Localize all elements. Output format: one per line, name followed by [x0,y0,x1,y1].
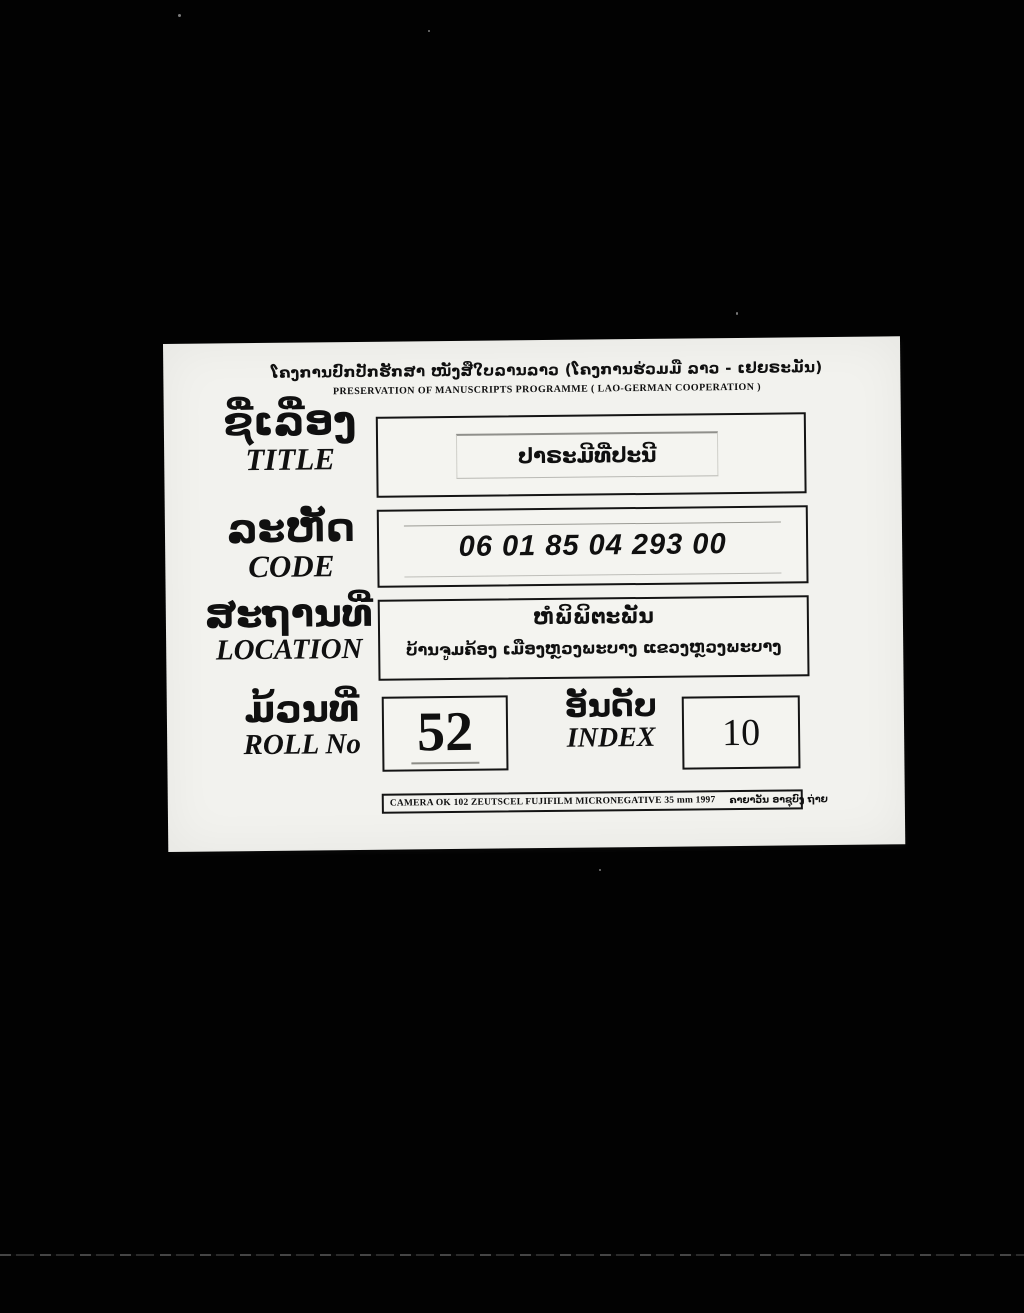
title-value-box [376,412,807,497]
title-field-label [204,397,377,478]
code-label-lao: ລະຫັດ [226,505,356,553]
roll-label-lao: ມ້ວນທີ່ [244,686,360,732]
code-value-box [377,505,809,588]
microfilm-target-card [163,336,905,852]
code-field-label [205,507,378,585]
index-label-lao: ອັນດັບ [564,685,658,725]
title-value: ປາຣະມີທີ່ປະນີ [456,431,718,479]
camera-info-lao: ຄາຍາວັນ ອາຊຸບົງ ຖ່າຍ [729,793,828,806]
programme-title-lao: ໂຄງການປົກປັກຮັກສາ ໜັງສືໃບລານລາວ (ໂຄງການຮ່ວມມື ລາວ - ເຢຍຣະມັນ) [271,358,823,382]
dust-speck [736,312,738,315]
dust-speck [428,30,430,32]
dust-speck [599,869,601,871]
location-value-line1: ຫໍພິພິຕະພັນ [532,603,654,630]
index-number-value: 10 [721,711,761,754]
pencil-rule-bottom [404,573,781,578]
index-field-label [552,685,671,755]
index-label-en: INDEX [566,721,656,754]
location-label-lao: ສະຖານທີ່ [204,590,374,637]
index-number-box [682,695,801,769]
roll-number-box [382,695,509,771]
pencil-rule-top [404,522,781,527]
location-label-en: LOCATION [215,632,363,667]
location-value-box [378,595,810,681]
location-value-line2: ບ້ານຈູມຄ້ອງ ເມືອງຫຼວງພະບາງ ແຂວງຫຼວງພະບາງ [405,636,782,660]
location-field-label [194,590,385,668]
code-value: 06 01 85 04 293 00 [458,528,727,563]
roll-number-value: 52 [411,703,480,765]
camera-info-english: CAMERA OK 102 ZEUTSCEL FUJIFILM MICRONEGATIVE 35 mm 1997 [389,795,716,809]
title-label-en: TITLE [245,441,336,478]
roll-field-label [222,686,383,762]
code-label-en: CODE [248,548,335,585]
film-edge-artifact-line [0,1254,1024,1256]
dust-speck [178,14,181,17]
camera-info-strip [382,789,828,813]
roll-label-en: ROLL No [243,727,362,762]
title-label-lao: ຊື່ເລື່ອງ [223,397,357,446]
programme-title-english: PRESERVATION OF MANUSCRIPTS PROGRAMME ( LAO-GERMAN COOPERATION ) [332,381,762,398]
